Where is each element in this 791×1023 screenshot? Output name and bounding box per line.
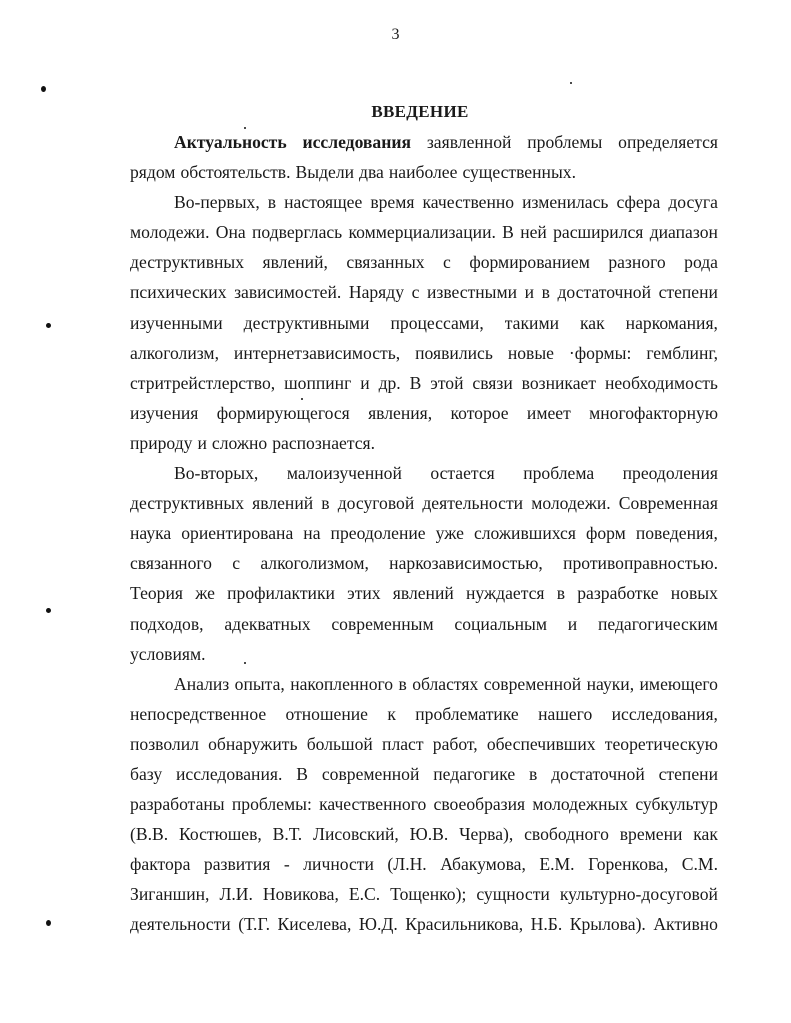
word: изучения <box>130 402 199 423</box>
word: Черва), <box>459 824 514 845</box>
word: свободного <box>524 824 609 845</box>
text-line <box>130 789 718 819</box>
word: в <box>541 282 550 303</box>
word: степени <box>658 763 718 784</box>
word: Она <box>215 222 246 243</box>
word: степени <box>658 282 718 303</box>
word: профилактики <box>227 583 335 604</box>
word: областях <box>412 673 479 694</box>
text-line <box>130 849 718 879</box>
word: ней <box>520 222 547 243</box>
word: время <box>370 192 415 213</box>
word: явлений, <box>262 252 328 273</box>
scan-speck <box>46 323 51 328</box>
word: обнаружить <box>208 733 298 754</box>
word: заявленной <box>426 132 512 152</box>
word: Киселева, <box>277 914 352 935</box>
word: к <box>387 703 396 724</box>
word: досуга <box>668 192 718 213</box>
text-line <box>130 247 718 277</box>
word: молодежи. <box>130 222 210 243</box>
word: изученными <box>130 312 223 333</box>
word: известными <box>426 282 518 303</box>
word: Лисовский, <box>313 824 399 845</box>
word: досуговой <box>337 493 415 514</box>
text-line <box>130 277 718 307</box>
word: существенных. <box>462 162 576 183</box>
word: этой <box>430 372 464 393</box>
word: развития <box>203 854 271 875</box>
word: Горенкова, <box>588 854 669 875</box>
word: обеспечивших <box>486 733 596 754</box>
word: многофакторную <box>589 402 718 423</box>
word: противоправностью. <box>563 553 718 574</box>
word: адекватных <box>224 613 311 634</box>
word: нуждается <box>466 583 545 604</box>
word: связанного <box>130 553 212 574</box>
word: деятельности <box>422 493 524 514</box>
word: молодежи. <box>531 493 611 514</box>
word: на <box>303 523 321 544</box>
scan-speck <box>244 662 246 664</box>
word: большой <box>306 733 373 754</box>
bold-word: Актуальность <box>174 132 287 152</box>
word: Тощенко); <box>390 884 467 905</box>
word: гемблинг, <box>646 342 718 363</box>
word: с <box>232 553 241 574</box>
word: науки, <box>586 673 635 694</box>
word: сущности <box>476 884 550 905</box>
word: Ю.В. <box>409 824 449 845</box>
text-line <box>130 217 718 247</box>
text-line <box>130 759 718 789</box>
word: шоппинг <box>284 372 352 393</box>
word: Новикова, <box>262 884 339 905</box>
word: появились <box>415 342 493 363</box>
word: молодежных <box>532 794 629 815</box>
word: подходов, <box>130 613 204 634</box>
word: с <box>443 252 451 273</box>
word: проблематике <box>415 703 519 724</box>
word: педагогике <box>433 763 516 784</box>
word: исследования. <box>176 763 283 784</box>
word: Крылова). <box>569 914 646 935</box>
word: изменилась <box>522 192 609 213</box>
word: Н.Б. <box>530 914 563 935</box>
word: с <box>411 282 420 303</box>
word: деятельности <box>130 914 231 935</box>
scan-speck <box>244 127 246 129</box>
word: деструктивными <box>243 312 370 333</box>
word: современным <box>331 613 434 634</box>
word: преодоления <box>622 463 718 484</box>
word: рода <box>684 252 718 273</box>
word: в <box>556 583 566 604</box>
word: (В.В. <box>130 824 169 845</box>
word: новые <box>507 342 554 363</box>
word: поведения, <box>635 523 718 544</box>
word: уже <box>435 523 464 544</box>
body-text <box>130 127 718 940</box>
word: своеобразия <box>433 794 526 815</box>
word: обстоятельств. <box>180 162 291 183</box>
word: и <box>567 613 578 634</box>
word: природу <box>130 432 193 453</box>
word: Во-первых, <box>174 192 260 213</box>
word: культурно-досуговой <box>559 884 718 905</box>
text-line <box>130 909 718 939</box>
word: Во-вторых, <box>174 463 259 484</box>
word: распознается. <box>272 432 376 453</box>
word: качественного <box>319 794 427 815</box>
text-line <box>130 127 718 157</box>
word: времени <box>619 824 683 845</box>
word: нашего <box>538 703 593 724</box>
word: имеющего <box>639 673 718 694</box>
word: стритрейстлерство, <box>130 372 276 393</box>
word: работ, <box>432 733 478 754</box>
word: этих <box>347 583 381 604</box>
word: достаточной <box>551 763 645 784</box>
word: явлений <box>392 583 454 604</box>
page-number: 3 <box>391 26 400 43</box>
word: и <box>524 282 535 303</box>
scan-speck <box>46 920 51 926</box>
text-line <box>130 729 718 759</box>
word: Е.С. <box>348 884 381 905</box>
word: алкоголизм, <box>130 342 219 363</box>
word: явления, <box>368 402 433 423</box>
word: Зиганшин, <box>130 884 210 905</box>
word: теоретическую <box>604 733 718 754</box>
word: непосредственное <box>130 703 267 724</box>
word: форм <box>585 523 626 544</box>
word: два <box>359 162 384 183</box>
word: которое <box>450 402 509 423</box>
word: Ю.Д. <box>358 914 398 935</box>
word: опыта, <box>234 673 285 694</box>
word: современной <box>321 763 420 784</box>
word: качественно <box>422 192 515 213</box>
word: определяется <box>618 132 718 152</box>
word: (Л.Н. <box>387 854 427 875</box>
word: зависимостей. <box>234 282 342 303</box>
word: психических <box>130 282 227 303</box>
word: коммерциализации. <box>348 222 496 243</box>
word: преодоление <box>330 523 426 544</box>
word: явлений <box>252 493 314 514</box>
word: С.М. <box>681 854 718 875</box>
scan-speck <box>570 82 572 84</box>
word: интернетзависимость, <box>233 342 401 363</box>
word: разработаны <box>130 794 225 815</box>
word: же <box>195 583 215 604</box>
word: деструктивных <box>130 252 245 273</box>
word: пласт <box>382 733 424 754</box>
word: как <box>580 312 605 333</box>
word: Теория <box>130 583 183 604</box>
word: и <box>360 372 370 393</box>
text-line <box>130 308 718 338</box>
word: исследования, <box>611 703 718 724</box>
word: - <box>283 854 290 875</box>
word: процессами, <box>390 312 484 333</box>
text-line <box>130 639 718 669</box>
word: позволил <box>130 733 199 754</box>
text-line <box>130 609 718 639</box>
word: и <box>197 432 207 453</box>
word: наиболее <box>388 162 458 183</box>
word: проблема <box>523 463 595 484</box>
word: возникает <box>521 372 597 393</box>
word: малоизученной <box>286 463 402 484</box>
word: алкоголизмом, <box>260 553 369 574</box>
word: В.Т. <box>272 824 303 845</box>
word: подверглась <box>252 222 343 243</box>
word: сложившихся <box>473 523 576 544</box>
bold-word: исследования <box>302 132 412 152</box>
word: проблемы: <box>231 794 312 815</box>
word: условиям. <box>130 643 206 664</box>
word: в <box>398 673 407 694</box>
section-heading: ВВЕДЕНИЕ <box>371 102 469 121</box>
word: отношение <box>285 703 368 724</box>
word: в <box>267 192 277 213</box>
text-line <box>130 548 718 578</box>
word: Абакумова, <box>440 854 526 875</box>
word: настоящее <box>284 192 363 213</box>
word: разработке <box>577 583 659 604</box>
text-line <box>130 819 718 849</box>
text-line <box>130 518 718 548</box>
text-line <box>130 879 718 909</box>
word: Активно <box>653 914 718 935</box>
word: проблемы <box>527 132 603 152</box>
word: накопленного <box>290 673 394 694</box>
word: (Т.Г. <box>238 914 271 935</box>
word: В <box>502 222 514 243</box>
text-line <box>130 157 718 187</box>
text-line <box>130 338 718 368</box>
word: сфера <box>616 192 661 213</box>
word: современной <box>483 673 582 694</box>
word: Современная <box>618 493 718 514</box>
word: расширился <box>553 222 644 243</box>
word: др. <box>378 372 401 393</box>
scan-speck <box>41 86 46 92</box>
word: рядом <box>130 162 176 183</box>
word: ориентирована <box>181 523 294 544</box>
word: разного <box>608 252 666 273</box>
text-line <box>130 699 718 729</box>
word: Красильникова, <box>405 914 524 935</box>
word: педагогическим <box>597 613 718 634</box>
word: остается <box>430 463 495 484</box>
text-line <box>130 578 718 608</box>
word: наука <box>130 523 172 544</box>
word: формирующегося <box>216 402 350 423</box>
word: деструктивных <box>130 493 245 514</box>
word: В <box>296 763 308 784</box>
word: в <box>529 763 538 784</box>
word: наркомания, <box>625 312 718 333</box>
word: Е.М. <box>539 854 575 875</box>
word: В <box>409 372 422 393</box>
word: такими <box>504 312 559 333</box>
text-line <box>130 488 718 518</box>
word: диапазон <box>649 222 718 243</box>
word: ·формы: <box>568 342 632 363</box>
word: достаточной <box>557 282 652 303</box>
word: базу <box>130 763 163 784</box>
word: Л.И. <box>219 884 253 905</box>
text-line <box>130 187 718 217</box>
word: имеет <box>526 402 571 423</box>
word: Анализ <box>174 673 230 694</box>
word: формированием <box>469 252 590 273</box>
word: как <box>693 824 718 845</box>
text-line <box>130 368 718 398</box>
word: социальным <box>454 613 547 634</box>
word: личности <box>303 854 374 875</box>
text-line <box>130 428 718 458</box>
word: субкультур <box>635 794 718 815</box>
scan-speck <box>46 608 51 613</box>
word: новых <box>670 583 718 604</box>
word: сложно <box>211 432 268 453</box>
word: связи <box>472 372 513 393</box>
word: необходимость <box>604 372 718 393</box>
word: в <box>321 493 330 514</box>
word: фактора <box>130 854 191 875</box>
text-line <box>130 398 718 428</box>
word: Костюшев, <box>178 824 262 845</box>
word: наркозависимостью, <box>389 553 543 574</box>
word: Наряду <box>348 282 405 303</box>
scan-speck <box>301 398 303 400</box>
word: Выдели <box>295 162 355 183</box>
text-line <box>130 669 718 699</box>
text-line <box>130 458 718 488</box>
word: связанных <box>346 252 425 273</box>
